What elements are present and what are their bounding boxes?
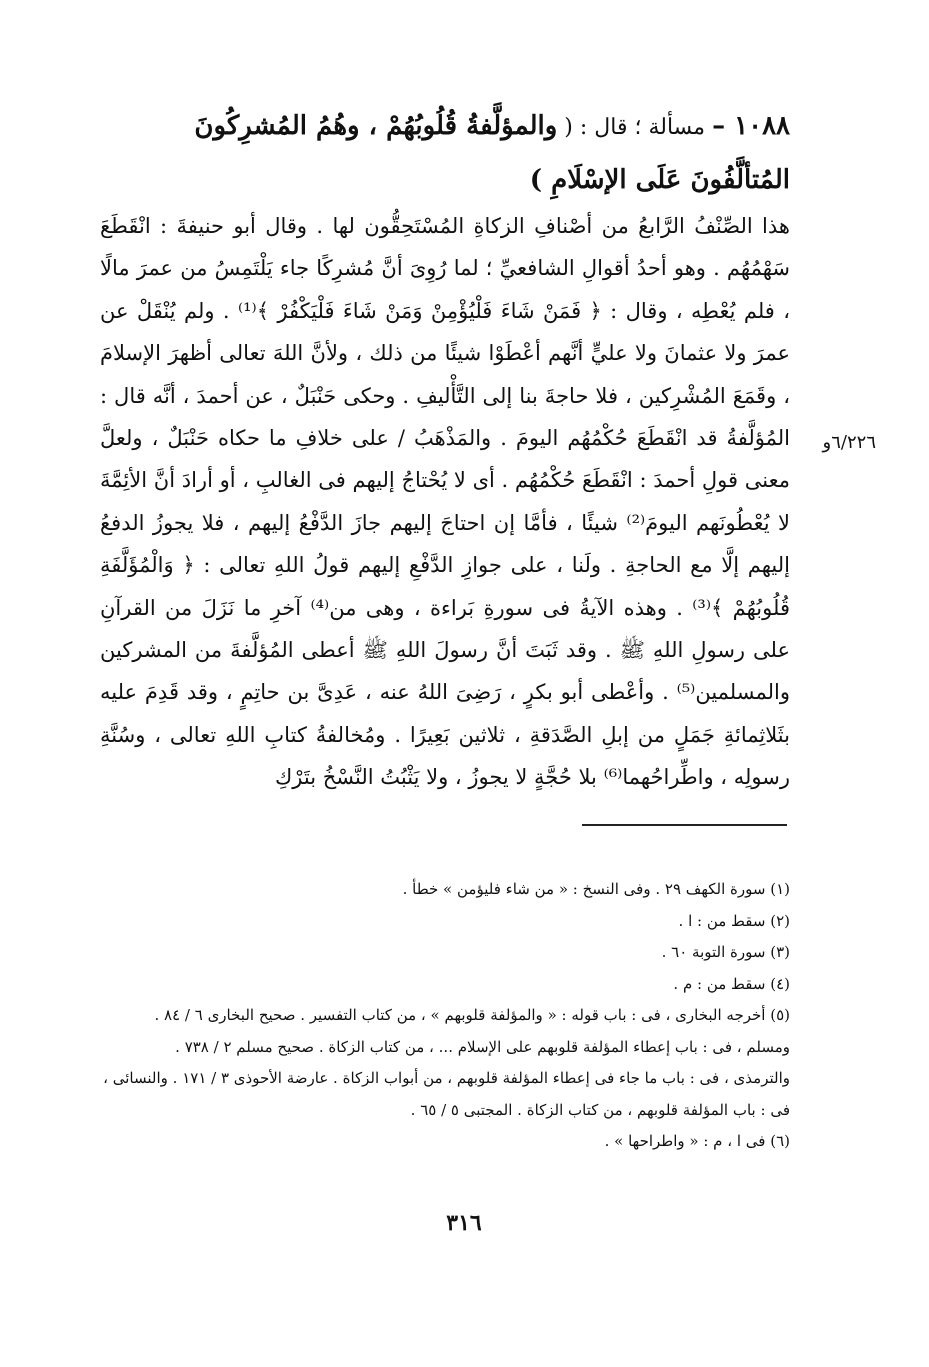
footnote-4: (٤) سقط من : م . xyxy=(673,974,790,993)
section-heading xyxy=(100,100,790,206)
footnote-2: (٢) سقط من : ا . xyxy=(678,911,790,930)
footnote-5-cont-3: فى : باب المؤلفة قلوبهم ، من كتاب الزكاة . المجتبى ٥ / ٦٥ . xyxy=(410,1100,790,1119)
page-number: ٣١٦ xyxy=(446,1210,482,1236)
heading-text: والمؤلَّفةُ قُلُوبُهُمْ ، وهُمُ المُشرِكُونَ المُتألَّفُونَ عَلَى الإسْلَامِ ) xyxy=(194,111,790,195)
footnote-5: (٥) أخرجه البخارى ، فى : باب قوله : « والمؤلفة قلوبهم » ، من كتاب التفسير . صحيح البخارى ٦ / ٨٤ . xyxy=(154,1006,790,1024)
section-number: ١٠٨٨ – xyxy=(712,111,790,141)
footnote-1: (١) سورة الكهف ٢٩ . وفى النسخ : « من شاء فليؤمن » خطأ . xyxy=(402,880,790,898)
footnote-5-cont-1: ومسلم ، فى : باب إعطاء المؤلفة قلوبهم على الإسلام ... ، من كتاب الزكاة . صحيح مسلم ٢ / ٧٣٨ . xyxy=(175,1037,790,1056)
footnote-6: (٦) فى ا ، م : « واطراحها » . xyxy=(604,1132,790,1150)
footnote-3: (٣) سورة التوبة ٦٠ . xyxy=(661,943,790,961)
footnote-separator xyxy=(582,824,787,826)
footnotes xyxy=(100,874,790,1158)
footnote-5-cont-2: والترمذى ، فى : باب ما جاء فى إعطاء المؤلفة قلوبهم ، من أبواب الزكاة . عارضة الأحوذى ٣ / ١٧١ . والنسائى ، xyxy=(103,1069,790,1087)
body-paragraph: هذا الصِّنْفُ الرَّابعُ من أصْنافِ الزكاةِ المُسْتَحِقُّون لها . وقال أبو حنيفةَ : انْقَطَعَ سَهْمُهُم . وهو أحدُ أقوالِ الشافعيِّ ؛ لما رُوِىَ أنَّ مُشرِكًا جاء يَلْتَمِسُ من عمرَ مالًا ، فلم يُعْطِه ، وقال : ﴿ فَمَنْ شَاءَ فَلْيُؤْمِنْ وَمَنْ شَاءَ فَلْيَكْفُرْ ﴾⁽¹⁾ . ولم يُنْقَلْ عن عمرَ ولا عثمانَ ولا عليٍّ أنَّهم أعْطَوْا شيئًا من ذلك ، ولأنَّ اللهَ تعالى أظهرَ الإسلامَ ، وقَمَعَ المُشْرِكين ، فلا حاجةَ بنا إلى التَّأْليفِ . وحكى حَنْبَلٌ ، عن أحمدَ ، أنَّه قال : المُؤلَّفةُ قد انْقَطَعَ حُكْمُهُم اليومَ . والمَذْهَبُ / على خلافِ ما حكاه حَنْبَلٌ ، ولعلَّ معنى قولِ أحمدَ : انْقَطَعَ حُكْمُهُم . أى لا يُحْتاجُ إليهم فى الغالبِ ، أو أرادَ أنَّ الأئِمَّةَ لا يُعْطُونَهم اليومَ⁽²⁾ شيئًا ، فأمَّا إن احتاجَ إليهم جازَ الدَّفْعُ إليهم ، فلا يجوزُ الدفعُ إليهم إلَّا مع الحاجةِ . ولَنا ، على جوازِ الدَّفْعِ إليهم قولُ اللهِ تعالى : ﴿ وَالْمُؤَلَّفَةِ قُلُوبُهُمْ ﴾⁽³⁾ . وهذه الآيةُ فى سورةِ بَراءة ، وهى من⁽⁴⁾ آخرِ ما نَزَلَ من القرآنِ على رسولِ اللهِ ﷺ . وقد ثَبَتَ أنَّ رسولَ اللهِ ﷺ أعطى المُؤلَّفةَ من المشركين والمسلمين⁽⁵⁾ . وأعْطى أبو بكرٍ ، رَضِىَ اللهُ عنه ، عَدِىَّ بن حاتِمٍ ، وقد قَدِمَ عليه بثَلاثِمائةِ جَمَلٍ من إبلِ الصَّدَقةِ ، ثلاثين بَعِيرًا . ومُخالفةُ كتابِ اللهِ تعالى ، وسُنَّةِ رسولِه ، واطِّراحُهما⁽⁶⁾ بلا حُجَّةٍ لا يجوزُ ، ولا يَثْبُتُ النَّسْخُ بتَرْكِ xyxy=(100,214,791,790)
heading-prefix: مسألة ؛ قال : ( xyxy=(557,115,713,140)
margin-reference: ٦/٢٢٦و xyxy=(822,432,876,453)
